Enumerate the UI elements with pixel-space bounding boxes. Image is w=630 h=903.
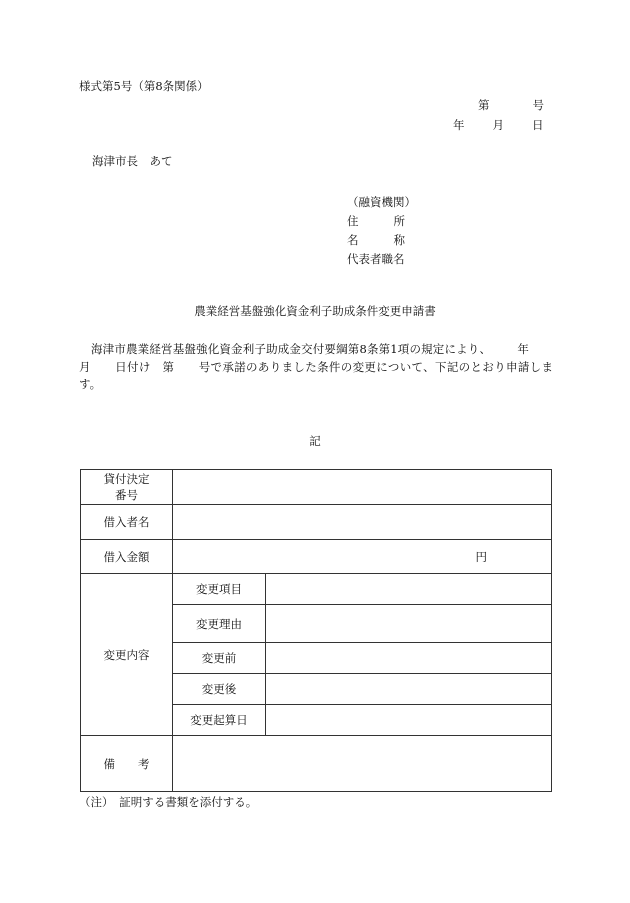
remarks-field[interactable] (173, 736, 552, 792)
form-number-label: 様式第5号（第8条関係） (79, 79, 209, 93)
borrower-label: 借入者名 (81, 505, 173, 540)
remarks-label: 備 考 (81, 736, 173, 792)
body-part-2: 号で承諾のありました条件の変更について、下記のとおり申請します。 (79, 359, 554, 391)
after-change-field[interactable] (266, 674, 552, 705)
date-day: 日 (532, 118, 544, 132)
footnote: （注） 証明する書類を添付する。 (79, 795, 258, 809)
change-details-table (80, 469, 552, 792)
address-label: 住所 (347, 214, 405, 228)
body-month: 月 (79, 359, 91, 374)
after-change-label: 変更後 (173, 674, 266, 705)
before-change-field[interactable] (266, 643, 552, 674)
date-year: 年 (453, 118, 465, 132)
number-suffix: 号 (532, 98, 544, 112)
applicant-section-label: （融資機関） (347, 195, 416, 209)
change-start-date-label: 変更起算日 (173, 705, 266, 736)
change-start-date-field[interactable] (266, 705, 552, 736)
table-row (81, 540, 552, 574)
table-row (81, 574, 552, 605)
body-dated: 日付け 第 (114, 359, 175, 374)
change-reason-field[interactable] (266, 605, 552, 643)
ki-heading: 記 (309, 434, 321, 448)
document-number-line (478, 100, 544, 112)
loan-number-field[interactable] (173, 470, 552, 505)
table-row (81, 505, 552, 540)
amount-field[interactable] (173, 540, 552, 574)
addressee: 海津市長 あて (92, 154, 173, 168)
representative-label: 代表者職名 (347, 252, 405, 266)
body-part-1: 海津市農業経営基盤強化資金利子助成金交付要綱第8条第1項の規定により、 (91, 342, 492, 356)
amount-unit: 円 (475, 549, 487, 564)
number-prefix: 第 (478, 98, 490, 112)
amount-label: 借入金額 (81, 540, 173, 574)
date-month: 月 (492, 118, 504, 132)
change-reason-label: 変更理由 (173, 605, 266, 643)
change-item-label: 変更項目 (173, 574, 266, 605)
applicant-block (347, 193, 416, 269)
table-row (81, 470, 552, 505)
table-row (81, 736, 552, 792)
before-change-label: 変更前 (173, 643, 266, 674)
borrower-field[interactable] (173, 505, 552, 540)
body-year: 年 (517, 342, 529, 356)
change-item-field[interactable] (266, 574, 552, 605)
change-content-label: 変更内容 (81, 574, 173, 736)
document-title: 農業経営基盤強化資金利子助成条件変更申請書 (194, 304, 436, 318)
loan-number-label: 貸付決定 番号 (81, 470, 173, 505)
application-body-text (79, 341, 553, 394)
date-line (453, 120, 544, 132)
name-label: 名称 (347, 233, 405, 247)
